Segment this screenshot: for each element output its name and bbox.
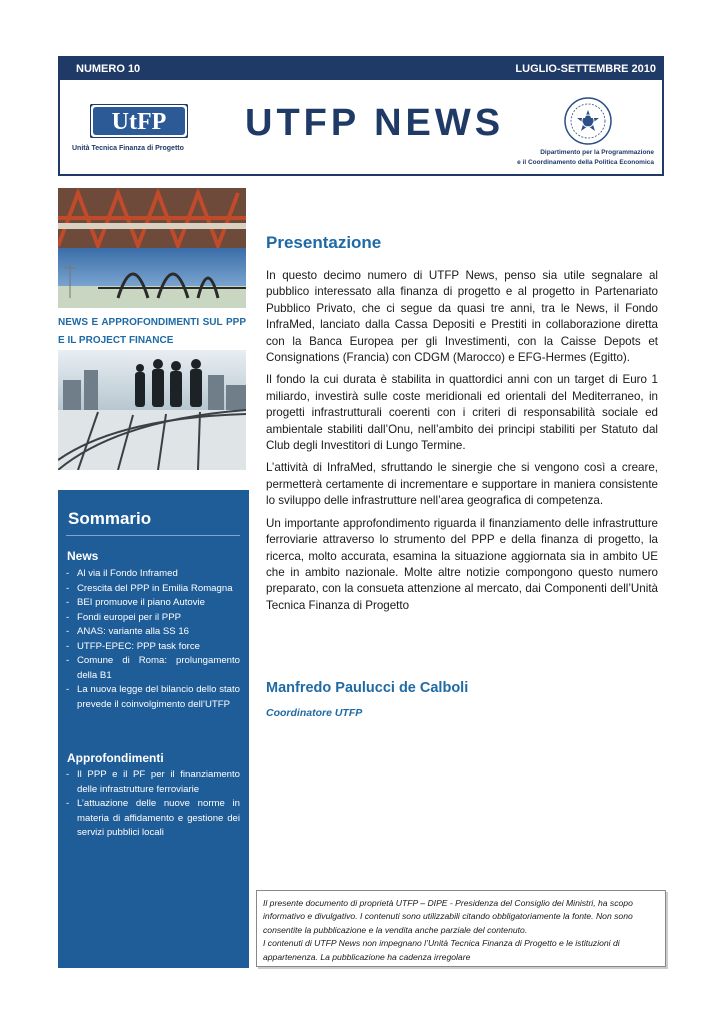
logo-text: UtFP: [111, 109, 167, 135]
approfondimenti-list: [66, 768, 240, 841]
utfp-logo: [90, 104, 188, 138]
department-line-1: Dipartimento per la Programmazione: [540, 149, 654, 156]
signature-role: Coordinatore UTFP: [266, 707, 363, 719]
news-item[interactable]: - Fondi europei per il PPP: [66, 611, 240, 626]
news-item[interactable]: - Al via il Fondo Inframed: [66, 567, 240, 582]
masthead: [58, 56, 664, 176]
signature-name: Manfredo Paulucci de Calboli: [266, 680, 469, 696]
approfondimenti-item[interactable]: - L’attuazione delle nuove norme in materia di affidamento e gestione dei servizi pubblici locali: [66, 797, 240, 841]
approfondimenti-item[interactable]: - Il PPP e il PF per il finanziamento delle infrastrutture ferroviarie: [66, 768, 240, 797]
article-paragraph: In questo decimo numero di UTFP News, penso sia utile segnalare al pubblico interessato alla finanza di progetto e al progetto in Partenariato Pubblico Privato, che ci segue da quasi tre anni, tra le News, il Fondo InfraMed, lanciato dalla Cassa Depositi e Prestiti in collaborazione diretta con la Banca Europea per gli Investimenti, con la Caisse Depots et Consignations (Francia) con CDGM (Marocco) e EFG-Hermes (Egitto).: [266, 269, 658, 365]
bridge-photo-collage: [58, 188, 246, 308]
department-line-2: e il Coordinamento della Politica Economica: [517, 159, 654, 166]
news-item[interactable]: - ANAS: variante alla SS 16: [66, 625, 240, 640]
disclaimer-text: Il presente documento di proprietà UTFP – DIPE - Presidenza del Consiglio dei Ministri, ha scopo informativo e divulgativo. I contenuti sono utilizzabili citando obbligatoriamente la fonte. Non sono consentite la pubblicazione e la vendita anche parziale del contenuto.: [263, 898, 633, 935]
disclaimer-text: I contenuti di UTFP News non impegnano l’Unità Tecnica Finanza di Progetto e le istituzioni di appartenenza. La pubblicazione ha cadenza irregolare: [263, 938, 620, 962]
divider: [66, 535, 240, 536]
logo-subtitle: Unità Tecnica Finanza di Progetto: [72, 145, 184, 152]
news-item[interactable]: - Comune di Roma: prolungamento della B1: [66, 654, 240, 683]
issue-date: LUGLIO-SETTEMBRE 2010: [515, 63, 656, 75]
article-paragraph: Il fondo la cui durata è stabilita in quattordici anni con un target di Euro 1 miliardo, investirà sulle coste meridionali ed orientali del Mediterraneo, in progetti infrastrutturali coerenti con i criteri di responsabilità sociale ed ambientale stabiliti dall’Onu, nell’ambito dei principi stabiliti per Statuto dal Club degli Investitori di Lungo Termine.: [266, 373, 658, 453]
department-name: [517, 148, 654, 168]
news-item[interactable]: - UTFP-EPEC: PPP task force: [66, 640, 240, 655]
news-list: [66, 567, 240, 712]
side-caption: NEWS E APPROFONDIMENTI SUL PPP E IL PROJECT FINANCE: [58, 317, 246, 346]
disclaimer-box: [256, 890, 666, 967]
news-item[interactable]: - La nuova legge del bilancio dello stato prevede il coinvolgimento dell’UTFP: [66, 683, 240, 712]
newsletter-title: UTFP NEWS: [245, 102, 505, 144]
table-of-contents: [58, 490, 249, 968]
business-people-photo: [58, 350, 246, 470]
article-paragraph: Un importante approfondimento riguarda il finanziamento delle infrastrutture ferroviarie attraverso lo strumento del PPP e della finanza di progetto, la ricerca, molto accurata, esamina la situazione aggiornata sia in ambito UE che in ambito nazionale. Molte altre notizie compongono questo numero preparato, con la consueta attenzione al mercato, dai Componenti dell’Unità Tecnica Finanza di Progetto: [266, 516, 658, 612]
sommario-title: Sommario: [68, 509, 152, 528]
masthead-bar: [60, 58, 662, 80]
news-item[interactable]: - Crescita del PPP in Emilia Romagna: [66, 582, 240, 597]
government-seal-icon: [558, 96, 618, 146]
article-title: Presentazione: [266, 233, 382, 252]
news-heading: News: [67, 549, 99, 563]
approfondimenti-heading: Approfondimenti: [67, 751, 164, 765]
article-paragraph: L’attività di InfraMed, sfruttando le sinergie che si vengono così a creare, permetterà certamente di incrementare e supportare in maniera consistente lo sviluppo delle infrastrutture nell’area geografica di competenza.: [266, 461, 658, 508]
issue-number: NUMERO 10: [76, 63, 141, 75]
news-item[interactable]: - BEI promuove il piano Autovie: [66, 596, 240, 611]
article-body: [266, 268, 658, 620]
